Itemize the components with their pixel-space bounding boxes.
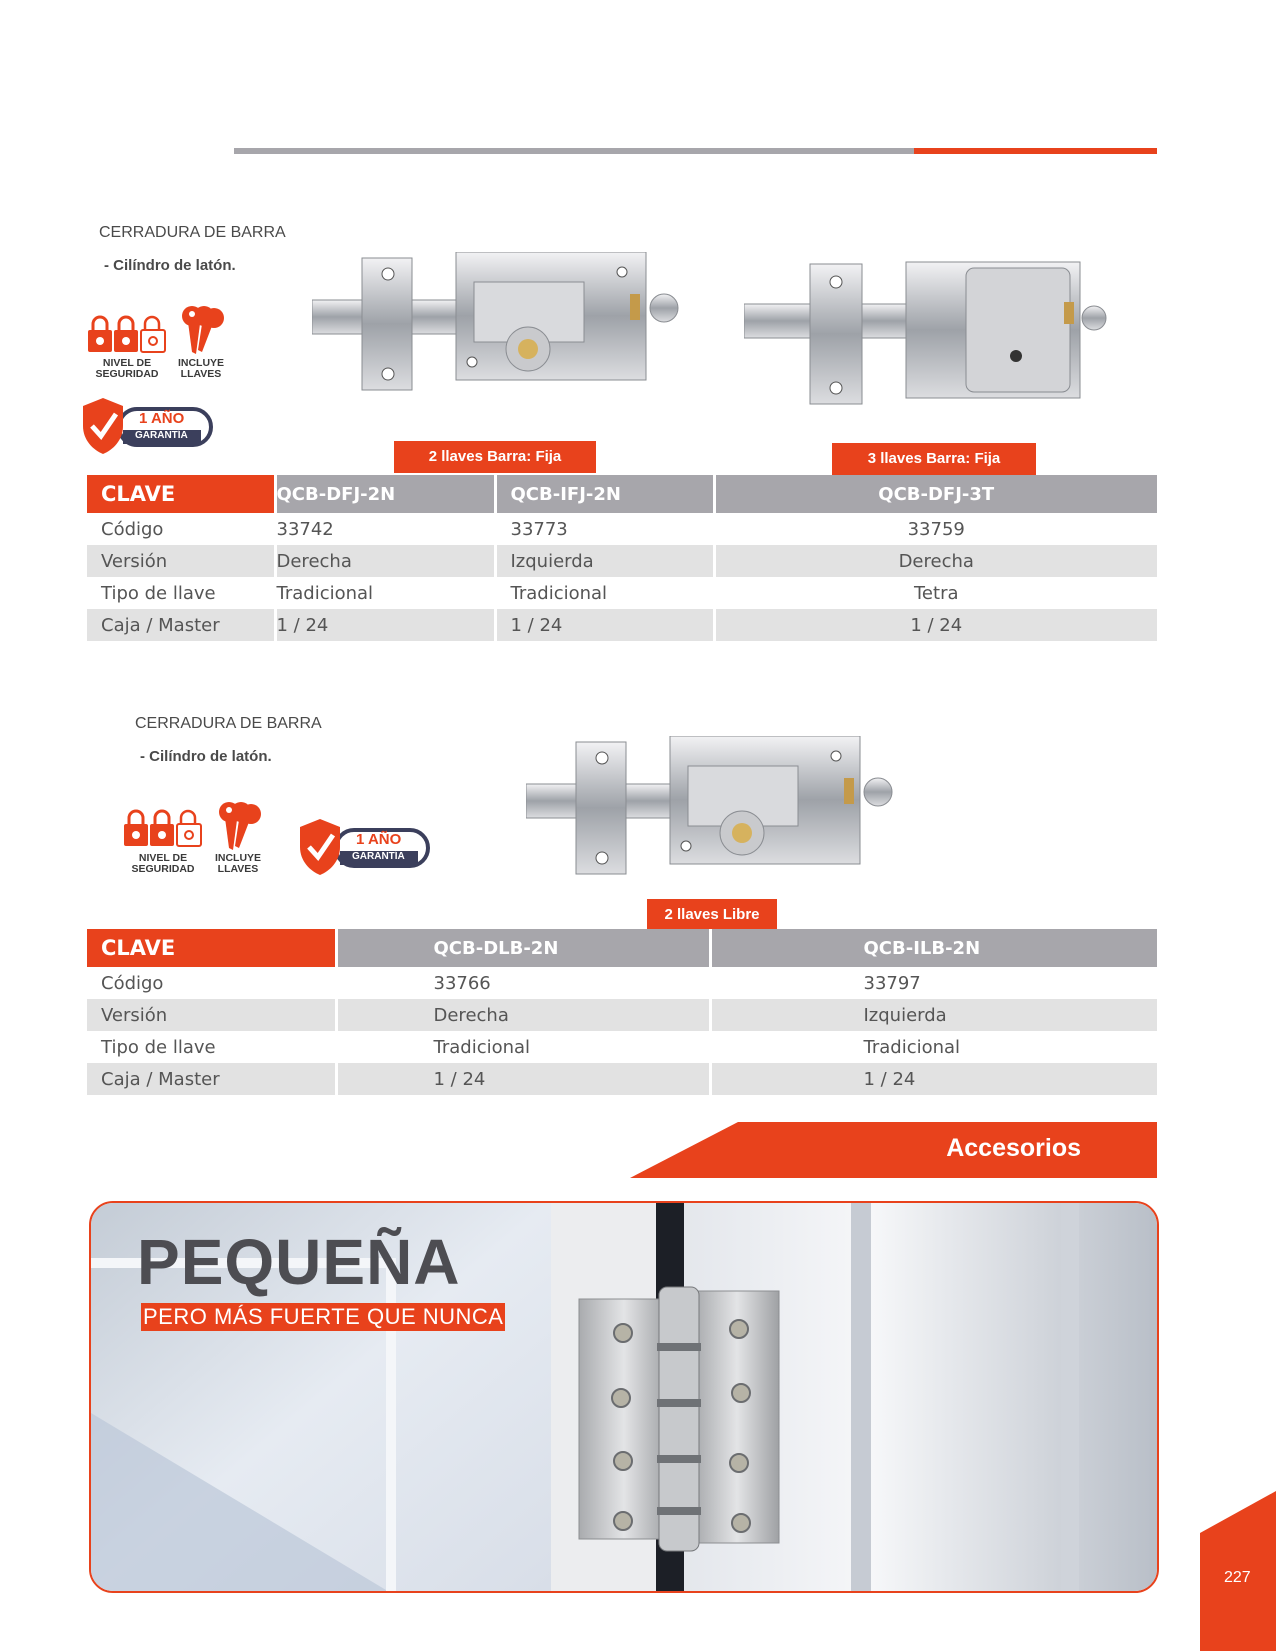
warranty-years: 1 AÑO [139, 410, 185, 427]
page-number: 227 [1224, 1569, 1251, 1586]
row-label: Código [101, 972, 164, 994]
section2-category [135, 715, 322, 733]
cell: Tradicional [495, 577, 714, 609]
page-corner [1200, 1491, 1276, 1651]
lock-image-dfj-2n [312, 252, 690, 400]
cell: 33773 [495, 513, 714, 545]
cell: Derecha [336, 999, 710, 1031]
cell: Tradicional [275, 577, 495, 609]
row-label: Código [101, 518, 164, 540]
cell: 33797 [710, 967, 1157, 999]
keys-icon [178, 304, 226, 356]
model-header: QCB-IFJ-2N [495, 475, 714, 513]
top-divider-gray [234, 148, 914, 154]
row-label: Caja / Master [87, 609, 275, 641]
section2-feature: - Cilíndro de latón. [140, 748, 272, 765]
keys-line1: INCLUYE [177, 357, 225, 369]
clave-header: CLAVE [87, 929, 336, 967]
table-row [87, 1031, 1157, 1063]
security-level-label [84, 358, 170, 380]
padlock-icon [121, 808, 205, 848]
cell: Tetra [714, 577, 1157, 609]
includes-keys-label [205, 853, 271, 875]
warranty-badge [300, 817, 432, 877]
table-row [87, 513, 1157, 545]
warranty-badge [83, 396, 215, 456]
model-header: QCB-ILB-2N [710, 929, 1157, 967]
banner-headline: PEQUEÑA [137, 1226, 461, 1298]
cell: 1 / 24 [714, 609, 1157, 641]
includes-keys-label [168, 358, 234, 380]
keys-line2: LLAVES [180, 368, 222, 380]
accessories-header [630, 1122, 1157, 1178]
cell: 1 / 24 [710, 1063, 1157, 1095]
model-header: QCB-DLB-2N [336, 929, 710, 967]
cell: Derecha [275, 545, 495, 577]
model-header: QCB-DFJ-3T [714, 475, 1157, 513]
warranty-years: 1 AÑO [356, 831, 402, 848]
section1-feature: - Cilíndro de latón. [104, 257, 236, 274]
warranty-label: GARANTÍA [135, 430, 188, 441]
row-label: Versión [87, 999, 336, 1031]
table-header [87, 475, 1157, 513]
category-bold: CERRADURA [99, 224, 200, 241]
security-line1: NIVEL DE [138, 852, 188, 864]
cell: 33766 [336, 967, 710, 999]
row-label: Tipo de llave [101, 582, 216, 604]
security-level-label [120, 853, 206, 875]
cell: 33759 [714, 513, 1157, 545]
cell: Izquierda [710, 999, 1157, 1031]
table-header [87, 929, 1157, 967]
row-label: Caja / Master [87, 1063, 336, 1095]
row-label: Versión [87, 545, 275, 577]
table-row [87, 1063, 1157, 1095]
keys-icon [215, 800, 263, 852]
tag-2-llaves-fija: 2 llaves Barra: Fija [394, 441, 596, 473]
security-line1: NIVEL DE [102, 357, 152, 369]
banner-subline: PERO MÁS FUERTE QUE NUNCA [143, 1304, 504, 1329]
top-divider-orange [914, 148, 1157, 154]
spec-table-2 [87, 929, 1157, 1095]
model-header: QCB-DFJ-2N [275, 475, 495, 513]
table-row [87, 545, 1157, 577]
table-row [87, 967, 1157, 999]
table-row [87, 609, 1157, 641]
cell: 33742 [275, 513, 495, 545]
tag-2-llaves-libre: 2 llaves Libre [647, 899, 777, 931]
keys-line2: LLAVES [217, 863, 259, 875]
security-line2: SEGURIDAD [131, 863, 195, 875]
table-row [87, 999, 1157, 1031]
security-line2: SEGURIDAD [95, 368, 159, 380]
category-bold: CERRADURA [135, 715, 236, 732]
lock-image-dfj-3t [744, 260, 1120, 410]
cell: Izquierda [495, 545, 714, 577]
category-rest: DE BARRA [235, 715, 322, 732]
clave-header: CLAVE [87, 475, 275, 513]
tag-3-llaves-fija: 3 llaves Barra: Fija [832, 443, 1036, 475]
padlock-icon [85, 314, 169, 354]
table-row [87, 577, 1157, 609]
row-label: Tipo de llave [101, 1036, 216, 1058]
cell: 1 / 24 [336, 1063, 710, 1095]
spec-table-1 [87, 475, 1157, 641]
cell: Tradicional [336, 1031, 710, 1063]
cell: Derecha [714, 545, 1157, 577]
cell: 1 / 24 [495, 609, 714, 641]
section1-category [99, 224, 286, 242]
cell: Tradicional [710, 1031, 1157, 1063]
accessories-title: Accesorios [946, 1134, 1081, 1162]
lock-image-dlb-2n [526, 736, 904, 884]
keys-line1: INCLUYE [214, 852, 262, 864]
warranty-label: GARANTÍA [352, 851, 405, 862]
hinge-banner [89, 1201, 1159, 1593]
cell: 1 / 24 [275, 609, 495, 641]
category-rest: DE BARRA [199, 224, 286, 241]
